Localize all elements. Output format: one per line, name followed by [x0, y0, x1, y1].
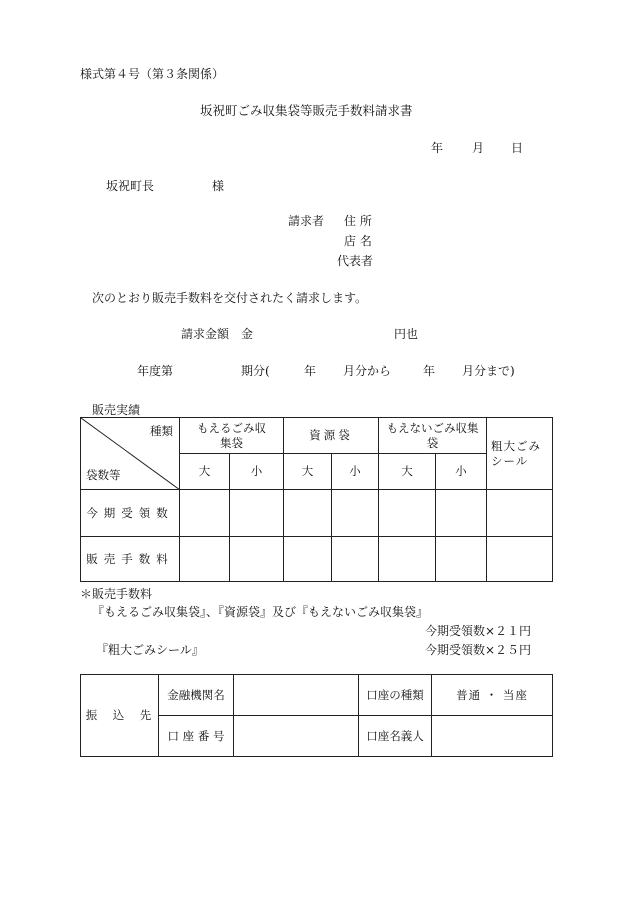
received-moenai-large[interactable] [379, 490, 436, 537]
intro-text: 次のとおり販売手数料を交付されたく請求します。 [92, 291, 368, 305]
moenai-small-header: 小 [436, 454, 487, 490]
fee-sodai[interactable] [487, 537, 553, 582]
received-sodai[interactable] [487, 490, 553, 537]
amount-unit: 円也 [394, 327, 419, 341]
notes-line2: 『粗大ごみシール』 [96, 643, 204, 657]
bank-institution-field[interactable] [234, 675, 359, 716]
fee-shigen-large[interactable] [284, 537, 332, 582]
sales-section-title: 販売実績 [92, 403, 141, 417]
notes-rate2: 今期受領数×２５円 [425, 643, 532, 657]
table-row-received [81, 490, 553, 537]
bank-account-number-field[interactable] [234, 716, 359, 757]
shigen-small-header: 小 [332, 454, 379, 490]
notes-heading: ＊販売手数料 [80, 587, 153, 601]
requester-representative-label: 代表者 [337, 254, 374, 268]
received-shigen-large[interactable] [284, 490, 332, 537]
received-shigen-small[interactable] [332, 490, 379, 537]
period-fiscal-year: 年度第 [137, 364, 174, 378]
period-term: 期分( [241, 364, 270, 378]
fee-moenai-small[interactable] [436, 537, 487, 582]
period-month-to: 月分まで) [462, 364, 515, 378]
header-moenai: もえないごみ収集袋 [379, 418, 487, 454]
fee-shigen-small[interactable] [332, 537, 379, 582]
corner-count-label: 袋数等 [86, 468, 121, 483]
form-number: 様式第４号（第３条関係） [80, 67, 225, 81]
received-moeru-small[interactable] [230, 490, 284, 537]
corner-type-label: 種類 [150, 424, 173, 438]
requester-address-label: 住 所 [344, 214, 372, 228]
document-title: 坂祝町ごみ収集袋等販売手数料請求書 [200, 103, 413, 118]
corner-cell [81, 418, 180, 490]
period-month-from: 月分から [343, 364, 392, 378]
fee-moeru-small[interactable] [230, 537, 284, 582]
header-shigen: 資源袋 [284, 418, 379, 454]
requester-label: 請求者 [288, 214, 325, 228]
shigen-large-header: 大 [284, 454, 332, 490]
requester-shop-label: 店 名 [344, 234, 372, 248]
bank-label: 振 込 先 [81, 675, 159, 757]
bank-account-number-label: 口 座 番 号 [159, 716, 234, 757]
moeru-small-header: 小 [230, 454, 284, 490]
fee-moeru-large[interactable] [180, 537, 230, 582]
honorific: 様 [212, 179, 225, 193]
amount-label: 請求金額 金 [181, 327, 254, 341]
header-sodai: 粗大ごみシール [487, 418, 553, 490]
received-moeru-large[interactable] [180, 490, 230, 537]
bank-institution-label: 金融機関名 [159, 675, 234, 716]
received-moenai-small[interactable] [436, 490, 487, 537]
bank-account-type-options[interactable]: 普通 ・ 当座 [432, 675, 553, 716]
bank-table [80, 674, 553, 757]
period-year-to: 年 [423, 364, 436, 378]
moenai-large-header: 大 [379, 454, 436, 490]
date-day-label: 日 [511, 141, 524, 155]
period-year-from: 年 [304, 364, 317, 378]
notes-rate1: 今期受領数×２１円 [425, 624, 532, 638]
date-year-label: 年 [431, 141, 444, 155]
date-month-label: 月 [472, 141, 485, 155]
fee-moenai-large[interactable] [379, 537, 436, 582]
row-label-fee: 販売手数料 [81, 537, 180, 582]
notes-line1: 『もえるごみ収集袋』、『資源袋』及び『もえないごみ収集袋』 [92, 605, 429, 619]
bank-account-holder-label: 口座名義人 [359, 716, 432, 757]
header-moeru: もえるごみ収集袋 [180, 418, 284, 454]
table-row-fee [81, 537, 553, 582]
moeru-large-header: 大 [180, 454, 230, 490]
bank-account-holder-field[interactable] [432, 716, 553, 757]
row-label-received: 今期受領数 [81, 490, 180, 537]
bank-account-type-label: 口座の種類 [359, 675, 432, 716]
sales-table [80, 417, 553, 582]
addressee: 坂祝町長 [106, 179, 155, 193]
